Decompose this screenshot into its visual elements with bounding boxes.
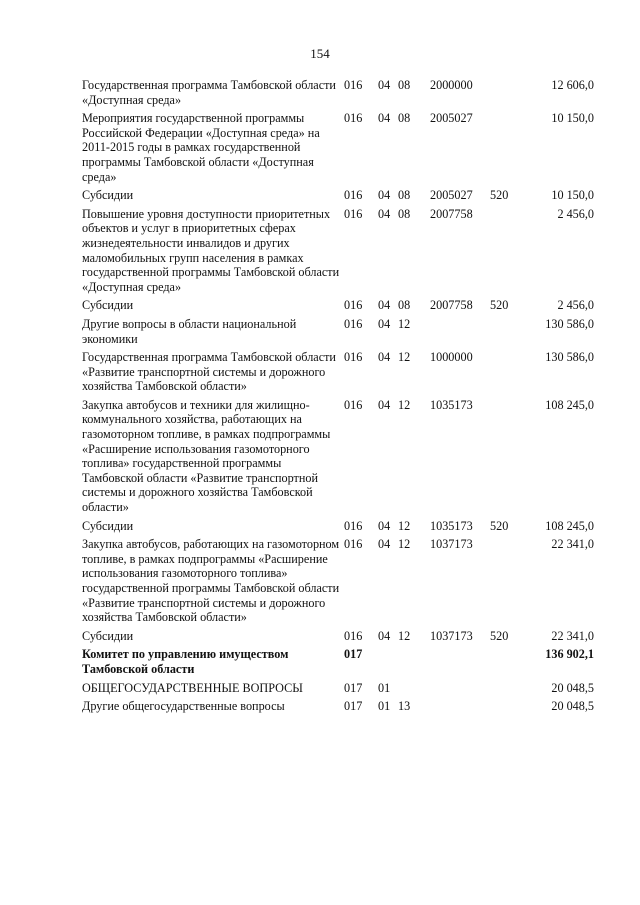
- row-section-code: 04: [378, 350, 391, 365]
- row-section-code: 04: [378, 78, 391, 92]
- row-expense-type-code: [490, 533, 524, 625]
- row-target-article-code: 1035173: [430, 518, 473, 533]
- row-subsection-code: 12: [398, 350, 411, 365]
- row-subsection-code: 08: [398, 206, 411, 221]
- row-section-code: 04: [378, 628, 391, 643]
- row-expense-type-code: [490, 78, 524, 107]
- row-section-code: [378, 643, 398, 676]
- row-ministry-code: 017: [344, 647, 363, 662]
- row-name: Комитет по управлению имуществом Тамбовской области: [82, 647, 289, 676]
- table-row: [82, 695, 594, 714]
- row-target-article-code: 2007758: [430, 206, 473, 221]
- row-ministry-code: 016: [344, 397, 363, 412]
- row-section-code: 04: [378, 518, 391, 533]
- table-row: [82, 533, 594, 625]
- row-section-code: 04: [378, 397, 391, 412]
- row-subsection-code: 12: [398, 316, 411, 331]
- table-row: [82, 346, 594, 394]
- row-expense-type-code: [490, 677, 524, 696]
- row-name: Другие общегосударственные вопросы: [82, 699, 285, 714]
- budget-table-body: [82, 78, 594, 714]
- row-name: Другие вопросы в области национальной экономики: [82, 316, 297, 346]
- row-ministry-code: 017: [344, 680, 363, 695]
- row-amount: 136 902,1: [545, 647, 594, 662]
- row-expense-type-code: [490, 203, 524, 295]
- row-amount: 22 341,0: [551, 628, 594, 643]
- row-amount: 2 456,0: [557, 206, 594, 221]
- row-ministry-code: 016: [344, 537, 363, 552]
- row-expense-type-code: [490, 695, 524, 714]
- row-target-article-code: 1035173: [430, 397, 473, 412]
- row-subsection-code: 08: [398, 188, 411, 203]
- row-ministry-code: 016: [344, 316, 363, 331]
- row-amount: 20 048,5: [551, 680, 594, 695]
- row-expense-type-code: 520: [490, 298, 509, 313]
- row-section-code: 04: [378, 537, 391, 552]
- row-name: Закупка автобусов и техники для жилищно-коммунального хозяйства, работающих на газомоторном топливе, в рамках подпрограммы «Расширение использования газомоторного топлива» государственной программы Тамбовской области «Развитие транспортной системы и дорожного хозяйства Тамбовской области»: [82, 397, 331, 515]
- row-subsection-code: 13: [398, 699, 411, 714]
- row-amount: 130 586,0: [545, 350, 594, 365]
- row-expense-type-code: 520: [490, 518, 509, 533]
- row-ministry-code: 017: [344, 699, 363, 714]
- row-subsection-code: 08: [398, 298, 411, 313]
- row-name: Повышение уровня доступности приоритетных объектов и услуг в приоритетных сферах жизнедеятельности инвалидов и других маломобильных групп населения в рамках государственной программы Тамбовской области «Доступная среда»: [82, 206, 340, 294]
- row-ministry-code: 016: [344, 206, 363, 221]
- row-subsection-code: 12: [398, 628, 411, 643]
- row-expense-type-code: 520: [490, 188, 509, 203]
- table-row: [82, 313, 594, 346]
- row-name: ОБЩЕГОСУДАРСТВЕННЫЕ ВОПРОСЫ: [82, 680, 303, 695]
- table-row: [82, 78, 594, 107]
- row-subsection-code: 12: [398, 518, 411, 533]
- row-section-code: 01: [378, 680, 391, 695]
- table-row: [82, 184, 594, 203]
- row-expense-type-code: [490, 346, 524, 394]
- row-target-article-code: [430, 313, 490, 346]
- row-target-article-code: [430, 677, 490, 696]
- row-expense-type-code: [490, 313, 524, 346]
- table-row: [82, 294, 594, 313]
- table-row: [82, 677, 594, 696]
- row-amount: 10 150,0: [551, 188, 594, 203]
- row-subsection-code: [398, 677, 430, 696]
- row-ministry-code: 016: [344, 298, 363, 313]
- row-expense-type-code: [490, 394, 524, 515]
- table-row: [82, 203, 594, 295]
- row-section-code: 04: [378, 206, 391, 221]
- row-name: Субсидии: [82, 298, 134, 313]
- row-expense-type-code: [490, 643, 524, 676]
- row-amount: 22 341,0: [551, 537, 594, 552]
- row-subsection-code: 08: [398, 111, 411, 126]
- table-row: [82, 515, 594, 534]
- page-number: 154: [310, 46, 330, 61]
- row-target-article-code: 1000000: [430, 350, 473, 365]
- row-ministry-code: 016: [344, 350, 363, 365]
- row-amount: 12 606,0: [551, 78, 594, 92]
- row-target-article-code: 2005027: [430, 188, 473, 203]
- row-ministry-code: 016: [344, 111, 363, 126]
- row-amount: 20 048,5: [551, 699, 594, 714]
- row-section-code: 04: [378, 188, 391, 203]
- row-target-article-code: 1037173: [430, 628, 473, 643]
- table-row: [82, 394, 594, 515]
- row-expense-type-code: 520: [490, 628, 509, 643]
- row-name: Субсидии: [82, 188, 134, 203]
- row-amount: 10 150,0: [551, 111, 594, 126]
- row-target-article-code: 1037173: [430, 537, 473, 552]
- row-subsection-code: [398, 643, 430, 676]
- row-name: Субсидии: [82, 628, 134, 643]
- row-ministry-code: 016: [344, 188, 363, 203]
- row-name: Государственная программа Тамбовской области «Доступная среда»: [82, 78, 336, 107]
- row-subsection-code: 08: [398, 78, 411, 92]
- row-ministry-code: 016: [344, 518, 363, 533]
- row-amount: 2 456,0: [557, 298, 594, 313]
- table-row: [82, 643, 594, 676]
- row-target-article-code: 2005027: [430, 111, 473, 126]
- row-ministry-code: 016: [344, 78, 363, 92]
- row-amount: 108 245,0: [545, 397, 594, 412]
- table-row: [82, 107, 594, 184]
- row-section-code: 04: [378, 316, 391, 331]
- row-section-code: 04: [378, 298, 391, 313]
- row-name: Мероприятия государственной программы Российской Федерации «Доступная среда» на 2011-2015 годы в рамках государственной программы Тамбовской области «Доступная среда»: [82, 111, 320, 184]
- row-target-article-code: 2000000: [430, 78, 473, 92]
- row-target-article-code: [430, 695, 490, 714]
- row-section-code: 01: [378, 699, 391, 714]
- row-name: Закупка автобусов, работающих на газомоторном топливе, в рамках подпрограммы «Расширение использования газомоторного топлива» государственной программы Тамбовской области «Развитие транспортной системы и дорожного хозяйства Тамбовской области»: [82, 537, 340, 625]
- row-amount: 130 586,0: [545, 316, 594, 331]
- table-row: [82, 625, 594, 644]
- row-subsection-code: 12: [398, 537, 411, 552]
- row-target-article-code: 2007758: [430, 298, 473, 313]
- row-amount: 108 245,0: [545, 518, 594, 533]
- row-section-code: 04: [378, 111, 391, 126]
- row-ministry-code: 016: [344, 628, 363, 643]
- row-name: Субсидии: [82, 518, 134, 533]
- row-name: Государственная программа Тамбовской области «Развитие транспортной системы и дорожного хозяйства Тамбовской области»: [82, 350, 336, 394]
- row-expense-type-code: [490, 107, 524, 184]
- row-subsection-code: 12: [398, 397, 411, 412]
- row-target-article-code: [430, 643, 490, 676]
- budget-table: [82, 78, 594, 714]
